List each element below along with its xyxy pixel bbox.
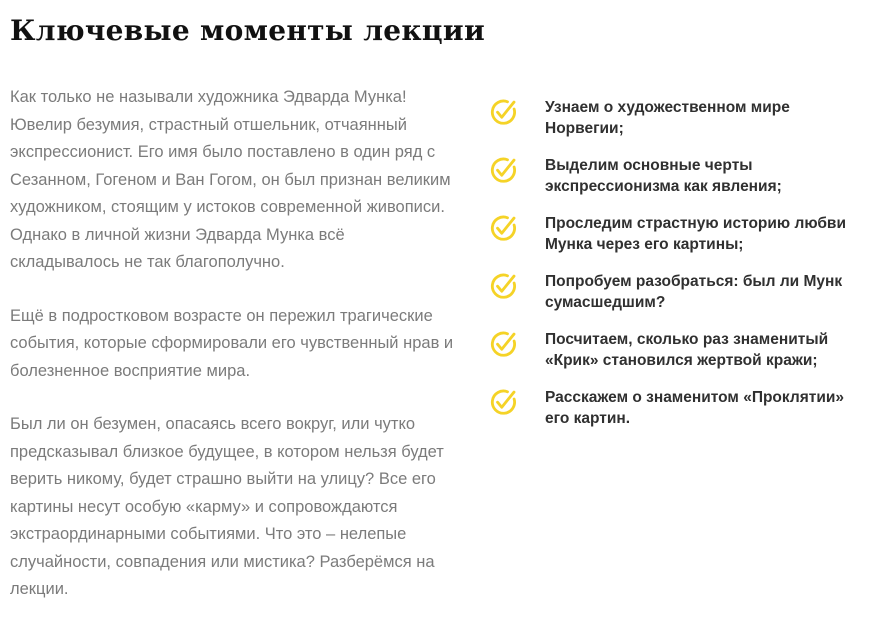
check-circle-icon <box>488 153 518 183</box>
key-point-label: Попробуем разобраться: был ли Мунк сумасшедшим? <box>545 273 843 312</box>
key-point-item <box>488 385 850 429</box>
key-point-item <box>488 95 850 139</box>
key-point-item <box>488 211 850 255</box>
key-point-label: Узнаем о художественном мире Норвегии; <box>545 99 790 138</box>
key-points-list <box>488 84 850 443</box>
key-point-item <box>488 153 850 197</box>
key-point-label: Расскажем о знаменитом «Проклятии» его картин. <box>545 389 845 428</box>
check-circle-icon <box>488 385 518 415</box>
content-columns <box>10 84 870 630</box>
key-point-item <box>488 269 850 313</box>
key-point-label: Посчитаем, сколько раз знаменитый «Крик» становился жертвой кражи; <box>545 331 829 370</box>
check-circle-icon <box>488 269 518 299</box>
key-point-item <box>488 327 850 371</box>
check-circle-icon <box>488 327 518 357</box>
page-title: Ключевые моменты лекции <box>10 14 486 47</box>
description-paragraph: Был ли он безумен, опасаясь всего вокруг, или чутко предсказывал близкое будущее, в котором нельзя будет верить никому, будет страшно выйти на улицу? Все его картины несут особую «карму» и сопровождаются экстраординарными событиями. Что это – нелепые случайности, совпадения или мистика? Разберёмся на лекции. <box>10 415 444 599</box>
key-point-label: Выделим основные черты экспрессионизма как явления; <box>545 157 782 196</box>
description-paragraph: Как только не называли художника Эдварда Мунка! Ювелир безумия, страстный отшельник, отчаянный экспрессионист. Его имя было поставлено в один ряд с Сезанном, Гогеном и Ван Гогом, он был признан великим художником, стоящим у истоков современной живописи. Однако в личной жизни Эдварда Мунка всё складывалось не так благополучно. <box>10 88 451 272</box>
key-point-label: Проследим страстную историю любви Мунка через его картины; <box>545 215 846 254</box>
check-circle-icon <box>488 95 518 125</box>
description-paragraph: Ещё в подростковом возрасте он пережил трагические события, которые сформировали его чувственный нрав и болезненное восприятие мира. <box>10 306 454 380</box>
check-circle-icon <box>488 211 518 241</box>
lecture-description <box>10 84 458 630</box>
